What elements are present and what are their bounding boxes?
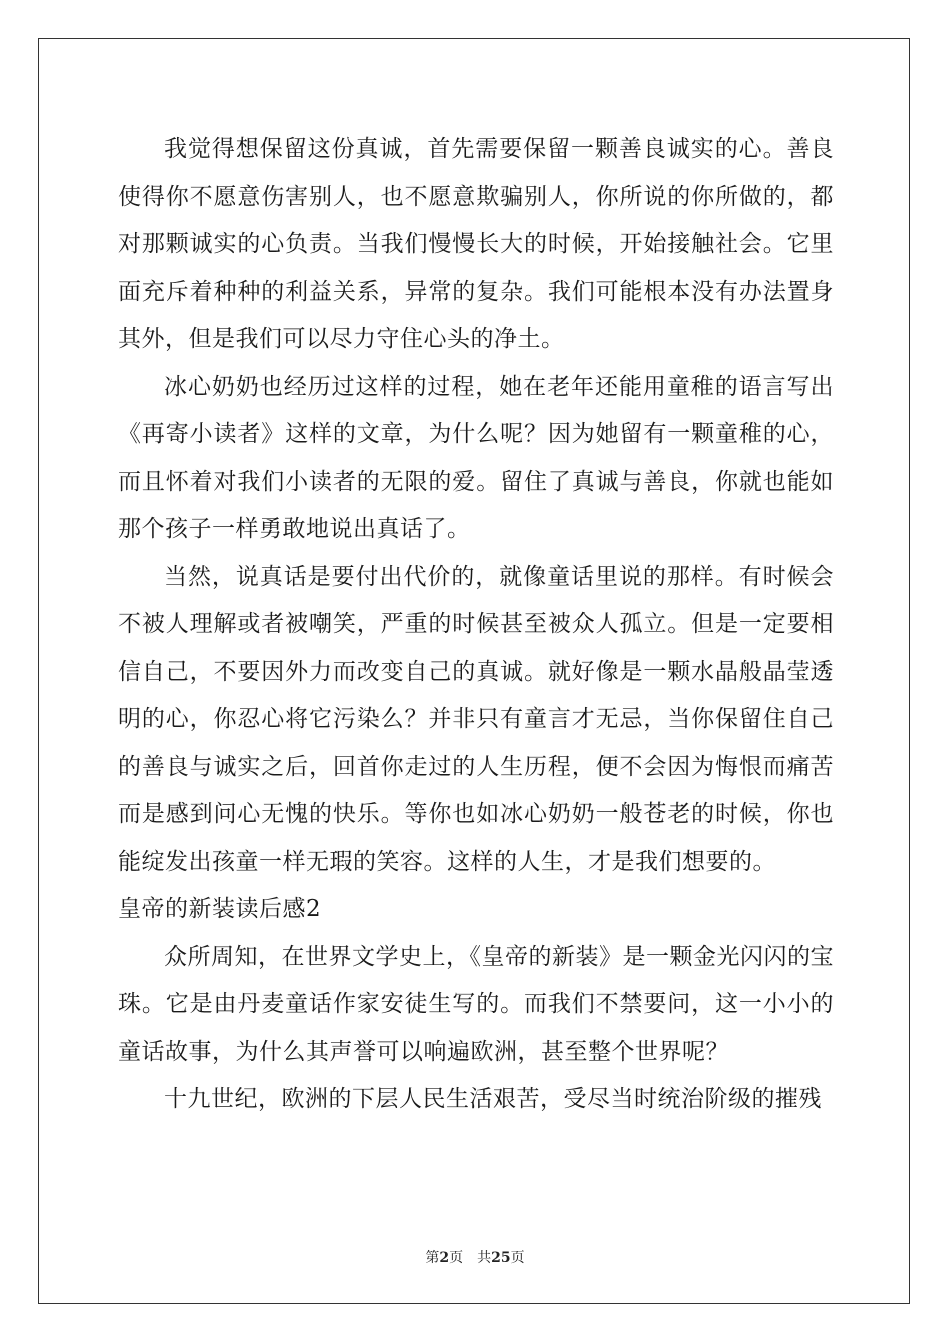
paragraph-4: 众所周知，在世界文学史上，《皇帝的新装》是一颗金光闪闪的宝珠。它是由丹麦童话作家安徒生写的。而我们不禁要问，这一小小的童话故事，为什么其声誉可以响遍欧洲，甚至整个世界呢？ <box>118 943 834 1065</box>
paragraph-5: 十九世纪，欧洲的下层人民生活艰苦，受尽当时统治阶级的摧残 <box>164 1086 822 1112</box>
paragraph-1: 我觉得想保留这份真诚，首先需要保留一颗善良诚实的心。善良使得你不愿意伤害别人，也不愿意欺骗别人，你所说的你所做的，都对那颗诚实的心负责。当我们慢慢长大的时候，开始接触社会。它里面充斥着种种的利益关系，异常的复杂。我们可能根本没有办法置身其外，但是我们可以尽力守住心头的净土。 <box>118 136 834 352</box>
paragraph-2: 冰心奶奶也经历过这样的过程，她在老年还能用童稚的语言写出《再寄小读者》这样的文章，为什么呢？因为她留有一颗童稚的心，而且怀着对我们小读者的无限的爱。留住了真诚与善良，你就也能如那个孩子一样勇敢地说出真话了。 <box>118 373 834 542</box>
total-pages: 25 <box>491 1250 511 1266</box>
document-body <box>118 126 834 1124</box>
paragraph-3: 当然，说真话是要付出代价的，就像童话里说的那样。有时候会不被人理解或者被嘲笑，严重的时候甚至被众人孤立。但是一定要相信自己，不要因外力而改变自己的真诚。就好像是一颗水晶般晶莹透明的心，你忍心将它污染么？并非只有童言才无忌，当你保留住自己的善良与诚实之后，回首你走过的人生历程，便不会因为悔恨而痛苦而是感到问心无愧的快乐。等你也如冰心奶奶一般苍老的时候，你也能绽发出孩童一样无瑕的笑容。这样的人生，才是我们想要的。 <box>118 563 834 875</box>
page-number: 2 <box>439 1250 450 1266</box>
page-prefix: 第 <box>425 1250 440 1266</box>
section-heading: 皇帝的新装读后感2 <box>118 896 322 922</box>
total-prefix: 共 <box>477 1250 492 1266</box>
page-suffix: 页 <box>449 1250 464 1266</box>
total-suffix: 页 <box>510 1250 525 1266</box>
page-footer <box>0 1247 950 1267</box>
